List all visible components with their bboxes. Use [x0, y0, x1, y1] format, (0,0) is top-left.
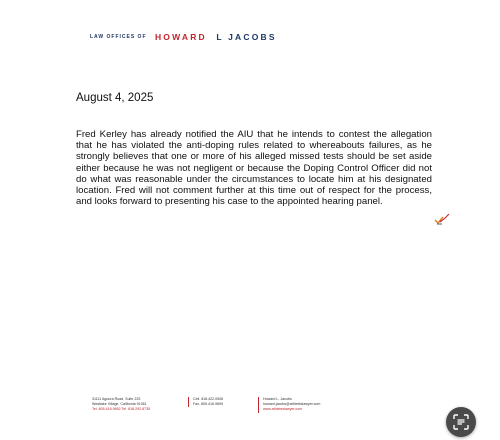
footer-line: howard.jacobs@athleteslawyer.com	[263, 402, 321, 407]
footer-line: Westlake Village, California 91361	[92, 402, 147, 407]
footer-contact	[258, 397, 343, 413]
statement-paragraph: Fred Kerley has already notified the AIU that he intends to contest the allegation that he has violated the anti-doping rules related to whereabouts failures, as he strongly believes that one or more of his alleged missed tests should be set aside either because he was not negligent or because the Doping Control Officer did not do what was reasonable under the circumstances to locate him at his designated location. Fred will not comment further at this time out of respect for the process, and looks forward to presenting his case to the appointed hearing panel.	[76, 129, 432, 208]
footer-address	[92, 397, 180, 413]
letterhead-first-name: HOWARD	[154, 31, 207, 42]
footer-link[interactable]: www.athleteslawyer.com	[263, 407, 303, 412]
footer-line: Tel. 805.418.9892 Tel. 818.292.8735	[92, 407, 151, 412]
letter-date: August 4, 2025	[76, 92, 154, 104]
footer-line: Fax. 805.418.9899	[193, 402, 223, 407]
letterhead-prefix: LAW OFFICES OF	[90, 33, 147, 40]
scan-text-icon	[453, 414, 469, 430]
footer-line: 31111 Agoura Road, Suite 225	[92, 397, 141, 401]
footer-line: Howard L. Jacobs	[263, 397, 292, 401]
letterhead	[90, 28, 277, 46]
footer-phones	[188, 397, 253, 407]
scan-text-button[interactable]	[446, 407, 476, 437]
footer-line: Cell. 818.422.0508	[193, 397, 224, 401]
letterhead-last-name: L JACOBS	[216, 31, 277, 42]
checkmark-logo-icon	[434, 213, 450, 225]
